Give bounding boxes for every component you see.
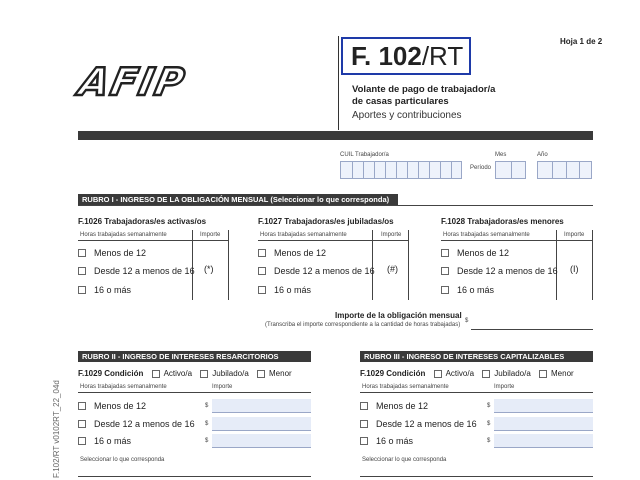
checkbox-icon (78, 286, 86, 294)
checkbox-icon (441, 249, 449, 257)
checkbox-icon (78, 402, 86, 410)
checkbox-icon (78, 437, 86, 445)
rubro-3-option-2[interactable]: Desde 12 a menos de 16 (360, 419, 477, 429)
checkbox-icon (258, 249, 266, 257)
rubro-2-amount-header: Importe (212, 384, 233, 390)
rubro-3-option-3[interactable]: 16 o más (360, 436, 413, 446)
mes-input[interactable] (495, 161, 526, 179)
checkbox-icon (360, 437, 368, 445)
rubro-2-option-3[interactable]: 16 o más (78, 436, 131, 446)
page-indicator: Hoja 1 de 2 (560, 37, 603, 46)
f1027-option-2[interactable]: Desde 12 a menos de 16 (258, 266, 375, 276)
cuil-input[interactable] (340, 161, 462, 179)
rubro-3-amount-2[interactable] (494, 417, 593, 431)
checkbox-icon[interactable] (152, 370, 160, 378)
rubro-2-option-2[interactable]: Desde 12 a menos de 16 (78, 419, 195, 429)
rubro-3-hours-header: Horas trabajadas semanalmente (362, 384, 449, 390)
f1028-amount-header: Importe (564, 232, 585, 238)
checkbox-icon (360, 420, 368, 428)
rubro-2-condicion: F.1029 Condición Activo/a Jubilado/a Menor (78, 369, 292, 378)
f1028-hours-header: Horas trabajadas semanalmente (443, 232, 530, 238)
anio-label: Año (537, 152, 548, 158)
afip-logo: AFIP (75, 60, 191, 104)
checkbox-icon (258, 286, 266, 294)
subtitle-line-3: Aportes y contribuciones (352, 110, 462, 121)
subtitle-line-1: Volante de pago de trabajador/a (352, 84, 496, 95)
mes-label: Mes (495, 152, 507, 158)
f1026-option-2[interactable]: Desde 12 a menos de 16 (78, 266, 195, 276)
f1028-option-2[interactable]: Desde 12 a menos de 16 (441, 266, 558, 276)
cuil-label: CUIL Trabajador/a (340, 152, 389, 158)
f1027-option-1[interactable]: Menos de 12 (258, 248, 326, 258)
f1026-amount-header: Importe (200, 232, 221, 238)
checkbox-icon[interactable] (434, 370, 442, 378)
checkbox-icon (441, 286, 449, 294)
rubro-2-footer: Seleccionar lo que corresponda (80, 457, 165, 463)
checkbox-icon[interactable] (257, 370, 265, 378)
checkbox-icon[interactable] (200, 370, 208, 378)
f1026-option-3[interactable]: 16 o más (78, 285, 131, 295)
checkbox-icon[interactable] (539, 370, 547, 378)
f1027-amount-header: Importe (381, 232, 402, 238)
rubro-3-footer: Seleccionar lo que corresponda (362, 457, 447, 463)
rubro-3-option-1[interactable]: Menos de 12 (360, 401, 428, 411)
header-divider (338, 36, 339, 130)
rubro-1-header: RUBRO I - INGRESO DE LA OBLIGACIÓN MENSUAL (Seleccionar lo que corresponda) (78, 194, 398, 205)
f1028-option-1[interactable]: Menos de 12 (441, 248, 509, 258)
currency-symbol: $ (465, 318, 469, 324)
header-bar (78, 131, 593, 140)
checkbox-icon (360, 402, 368, 410)
rubro-3-condicion: F.1029 Condición Activo/a Jubilado/a Menor (360, 369, 574, 378)
f1027-option-3[interactable]: 16 o más (258, 285, 311, 295)
rubro-2-amount-2[interactable] (212, 417, 311, 431)
checkbox-icon (78, 249, 86, 257)
f1027-title: F.1027 Trabajadoras/es jubiladas/os (258, 217, 394, 226)
rubro-2-amount-1[interactable] (212, 399, 311, 413)
form-code-box (341, 37, 471, 75)
importe-obligacion-note: (Transcriba el importe correspondiente a la cantidad de horas trabajadas) (265, 322, 461, 328)
f1026-mark: (*) (204, 264, 214, 274)
f1028-mark: (I) (570, 264, 579, 274)
importe-obligacion-label: Importe de la obligación mensual (335, 311, 462, 320)
f1026-option-1[interactable]: Menos de 12 (78, 248, 146, 258)
checkbox-icon (441, 267, 449, 275)
side-form-code: F.102/RT v0102RT_22_04d (52, 380, 61, 478)
anio-input[interactable] (537, 161, 592, 179)
rubro-1-rule (78, 205, 593, 206)
rubro-3-amount-1[interactable] (494, 399, 593, 413)
f1027-hours-header: Horas trabajadas semanalmente (260, 232, 347, 238)
form-suffix: /RT (421, 40, 464, 71)
form-page: AFIP F. 102 /RT Hoja 1 de 2 Volante de pago de trabajador/a de casas particulares Aportes y contribuciones CUIL Trabajador/a Período Mes Año RUBRO I - INGRESO DE LA OBLIGACIÓN MENSUAL (Seleccionar lo que corresponda) F.1026 Trabajadoras/es activas/os Horas trabajadas semanalmente Importe Menos de 12 Desde 12 a menos de 16 16 o más (*) F.1027 Trabajadoras/es jubiladas/os Horas trabajadas semanalmente Importe Menos de 12 Desde 12 a menos de 16 16 o más (#) F.1028 Trabajadoras/es menores Horas trabajadas semanalmente Importe Menos de 12 Desde 12 a menos de 16 16 o más (I) Importe de la obligación mensual (Transcriba el importe correspondiente a la cantidad de horas trabajadas) $ RUBRO II - INGRESO DE INTERESES RESARCITORIOS F.1029 Condición Activo/a Jubilado/a Menor Horas trabajadas semanalmente Importe Menos de 12 Desde 12 a menos de 16 16 o más $ $ $ Seleccionar lo que corresponda RUBRO III - INGRESO DE INTERESES CAPITALIZABLES F.1029 Condición Activo/a Jubilado/a Menor Horas trabajadas semanalmente Importe Menos de 12 Desde 12 a menos de 16 16 o más $ $ $ Seleccionar lo que corresponda F.102/RT v0102RT_22_04d (0, 0, 640, 480)
periodo-label: Período (470, 165, 492, 171)
form-code: F. 102 (351, 40, 422, 71)
checkbox-icon (78, 420, 86, 428)
checkbox-icon (258, 267, 266, 275)
rubro-2-amount-3[interactable] (212, 434, 311, 448)
subtitle-line-2: de casas particulares (352, 96, 449, 107)
importe-obligacion-input[interactable] (471, 329, 593, 330)
checkbox-icon[interactable] (482, 370, 490, 378)
f1028-option-3[interactable]: 16 o más (441, 285, 494, 295)
rubro-3-header: RUBRO III - INGRESO DE INTERESES CAPITALIZABLES (360, 351, 593, 362)
rubro-3-amount-header: Importe (494, 384, 515, 390)
f1027-mark: (#) (387, 264, 398, 274)
f1026-title: F.1026 Trabajadoras/es activas/os (78, 217, 207, 226)
rubro-2-header: RUBRO II - INGRESO DE INTERESES RESARCITORIOS (78, 351, 311, 362)
f1028-title: F.1028 Trabajadoras/es menores (441, 217, 564, 226)
rubro-2-hours-header: Horas trabajadas semanalmente (80, 384, 167, 390)
f1026-hours-header: Horas trabajadas semanalmente (80, 232, 167, 238)
rubro-2-option-1[interactable]: Menos de 12 (78, 401, 146, 411)
rubro-3-amount-3[interactable] (494, 434, 593, 448)
checkbox-icon (78, 267, 86, 275)
